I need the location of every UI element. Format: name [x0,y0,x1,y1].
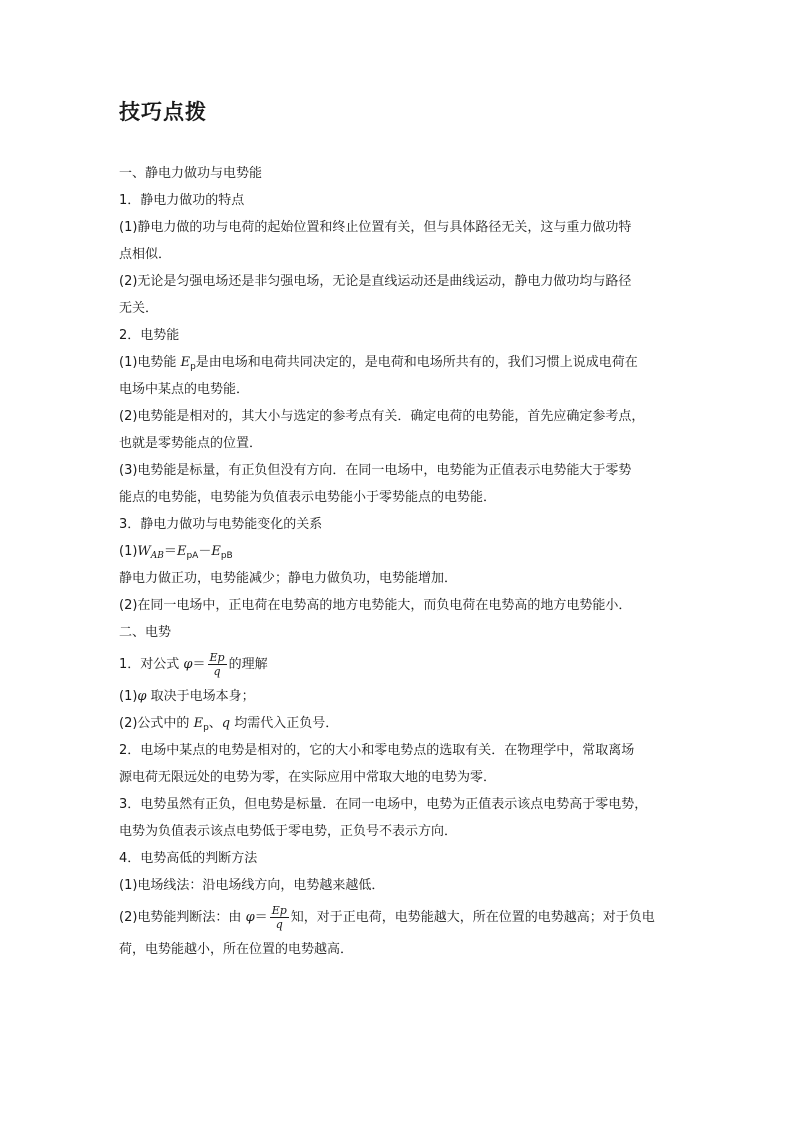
section-heading: 二、电势 [119,625,172,640]
paragraph-line: 静电力做正功，电势能减少；静电力做负功，电势能增加． [119,571,458,586]
text-run: 是由电场和电荷共同决定的，是电荷和电场所共有的，我们习惯上说成电荷在 [195,355,638,370]
fraction [208,651,227,678]
page-title: 技巧点拨 [119,100,207,124]
paragraph-line: 也就是零势能点的位置． [119,436,263,451]
symbol-E: E [211,544,221,559]
fraction-numerator: Ep [271,904,287,917]
text-run: 均需代入正负号． [230,716,339,731]
text-run: (1) [119,689,138,704]
paragraph-line: (2)在同一电场中，正电荷在电势高的地方电势能大，而负电荷在电势高的地方电势能小． [119,598,632,613]
text-run: 的理解 [228,657,268,672]
paragraph-line [119,710,679,737]
subscript: pB [220,551,233,561]
paragraph-line [119,683,679,710]
symbol-E: E [193,716,204,731]
symbol-E: E [180,355,191,370]
minus-sign: － [198,544,212,559]
paragraph-line: (3)电势能是标量，有正负但没有方向．在同一电场中，电势能为正值表示电势能大于零势 [119,463,632,478]
fraction [270,904,289,931]
document-body [119,160,679,963]
paragraph-line: 2．电场中某点的电势是相对的，它的大小和零电势点的选取有关．在物理学中，常取离场 [119,743,635,758]
text-run: (1)电势能 [119,355,181,370]
subsection-heading: 4．电势高低的判断方法 [119,851,258,866]
paragraph-line: 电势为负值表示该点电势低于零电势，正负号不表示方向． [119,824,458,839]
paragraph-line: 能点的电势能，电势能为负值表示电势能小于零势能点的电势能． [119,490,497,505]
section-heading: 一、静电力做功与电势能 [119,166,263,181]
formula-line [119,899,679,936]
paragraph-line [119,349,679,376]
paragraph-line: 3．电势虽然有正负，但电势是标量．在同一电场中，电势为正值表示该点电势高于零电势， [119,797,648,812]
subscript: p [203,723,209,733]
formula-line [119,646,679,683]
paragraph-line: 点相似． [119,247,172,262]
text-run: 取决于电场本身； [146,689,255,704]
text-run: 知，对于正电荷，电势能越大，所在位置的电势越高；对于负电 [290,910,655,925]
text-run: (1) [119,544,138,559]
paragraph-line: 电场中某点的电势能． [119,382,250,397]
text-run: 1．对公式 [119,657,184,672]
symbol-phi: φ [183,657,193,672]
fraction-denominator: q [213,665,221,678]
paragraph-line: (1)静电力做的功与电荷的起始位置和终止位置有关，但与具体路径无关，这与重力做功特 [119,220,632,235]
text-run: 、 [208,716,222,731]
subsection-heading: 1．静电力做功的特点 [119,193,245,208]
text-run: (2)电势能判断法：由 [119,910,246,925]
equals-sign: ＝ [254,910,268,925]
subsection-heading: 2．电势能 [119,328,180,343]
paragraph-line: (1)电场线法：沿电场线方向，电势越来越低． [119,878,385,893]
fraction-denominator: q [275,918,283,931]
subscript: pA [186,551,199,561]
symbol-E: E [176,544,187,559]
paragraph-line: 源电荷无限远处的电势为零，在实际应用中常取大地的电势为零． [119,770,497,785]
text-run: (2)公式中的 [119,716,194,731]
paragraph-line: (2)电势能是相对的，其大小与选定的参考点有关．确定电荷的电势能，首先应确定参考点， [119,409,645,424]
symbol-phi: φ [245,910,255,925]
paragraph-line: (2)无论是匀强电场还是非匀强电场，无论是直线运动还是曲线运动，静电力做功均与路径 [119,274,632,289]
equals-sign: ＝ [192,657,206,672]
subscript: p [190,362,196,372]
symbol-phi: φ [137,689,147,704]
formula-line [119,538,679,565]
subsection-heading: 3．静电力做功与电势能变化的关系 [119,517,323,532]
equals-sign: ＝ [163,544,177,559]
fraction-numerator: Ep [209,651,225,664]
symbol-W: W [137,544,151,559]
paragraph-line: 荷，电势能越小，所在位置的电势越高． [119,942,354,957]
subscript: AB [150,551,164,561]
symbol-q: q [221,716,231,731]
paragraph-line: 无关． [119,301,159,316]
